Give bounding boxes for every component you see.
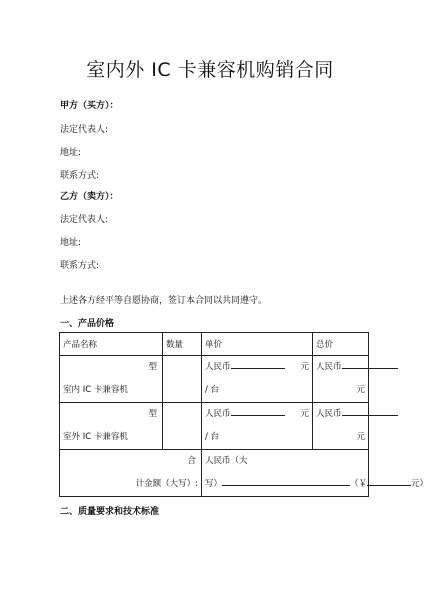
table-header-row [60,333,369,356]
table-row [60,403,369,450]
header-unit-price: 单价 [202,333,313,356]
unit-price-cell [202,403,313,450]
total-row [60,450,369,497]
per-unit-label: / 台 [205,385,220,395]
amount-figure-prefix: （￥ [350,479,368,489]
total-yuan-label: 元 [356,432,365,442]
party-a-rep: 法定代表人: [60,125,109,135]
price-table [59,332,428,497]
party-a-contact: 联系方式: [60,171,100,181]
intro-text: 上述各方经平等自愿协商，签订本合同以共同遵守。 [60,296,268,306]
total-rmb-label: 人民币 [316,362,342,372]
rmb-label: 人民币 [205,362,231,372]
total-amount-line1: 人民币（大 [205,456,248,466]
header-total-price: 总价 [313,333,369,356]
total-price-line [316,403,365,442]
product-name: 室内 IC 卡兼容机 [63,385,128,395]
quantity-cell [163,356,202,403]
unit-price-line [205,356,309,379]
party-a-address: 地址: [60,148,82,158]
total-price-line [316,356,365,395]
header-quantity: 数量 [163,333,202,356]
total-label-top: 合 [187,456,196,466]
total-label-cell [60,450,202,497]
amount-figure-suffix: 元） [411,479,428,489]
total-amount-line2 [205,473,428,496]
total-yuan-label: 元 [356,385,365,395]
party-b-rep: 法定代表人: [60,215,109,225]
total-price-cell [313,403,369,450]
unit-price-line [205,403,309,426]
model-label: 型 [148,409,157,419]
unit-price-cell [202,356,313,403]
total-amount-cell [202,450,428,497]
total-label-bottom: 计金额（大写）: [135,479,198,489]
unit-price-blank [231,406,285,416]
model-label: 型 [148,362,157,372]
total-price-blank [342,406,398,416]
page-title: 室内外 IC 卡兼容机购销合同 [86,59,334,81]
product-name-cell [60,356,163,403]
party-a-heading: 甲方（买方）： [60,101,119,111]
total-price-blank [342,359,398,369]
per-unit-label: / 台 [205,432,220,442]
section-2-heading: 二、质量要求和技术标准 [60,507,160,517]
yuan-label: 元 [300,362,309,372]
product-name: 室外 IC 卡兼容机 [63,432,128,442]
total-amount-prefix: 写） [205,479,223,489]
header-product-name: 产品名称 [60,333,163,356]
party-b-address: 地址: [60,238,82,248]
amount-figure-blank [367,476,411,486]
product-name-cell [60,403,163,450]
party-b-contact: 联系方式: [60,261,100,271]
rmb-label: 人民币 [205,409,231,419]
total-rmb-label: 人民币 [316,409,342,419]
table-row [60,356,369,403]
amount-words-blank [222,476,350,486]
unit-price-blank [231,359,285,369]
yuan-label: 元 [300,409,309,419]
section-1-heading: 一、产品价格 [60,319,115,329]
total-price-cell [313,356,369,403]
quantity-cell [163,403,202,450]
party-b-heading: 乙方（卖方）： [60,192,119,202]
